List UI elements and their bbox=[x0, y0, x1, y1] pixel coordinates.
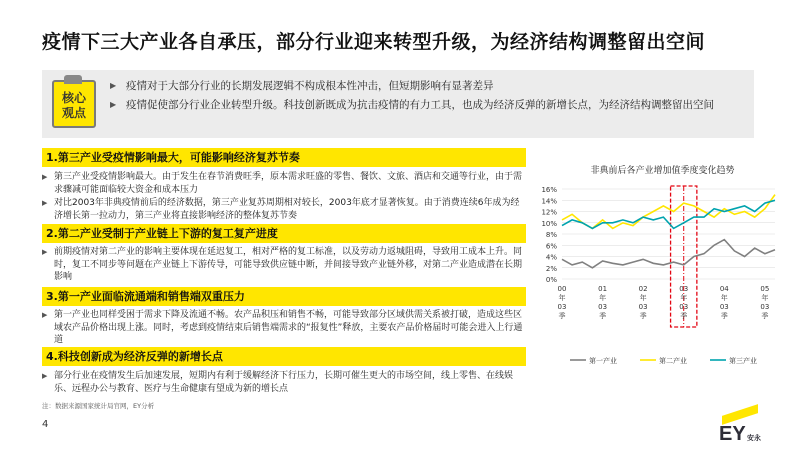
line-chart bbox=[530, 155, 795, 395]
y-tick-label: 2% bbox=[545, 264, 557, 273]
y-tick-label: 0% bbox=[545, 276, 557, 284]
triangle-bullet-icon: ▶ bbox=[110, 81, 117, 90]
x-tick-label: 03 bbox=[719, 303, 729, 311]
x-tick-label: 03 bbox=[557, 303, 567, 311]
x-tick-label: 03 bbox=[598, 303, 608, 311]
section-heading-3: 3.第一产业面临流通端和销售端双重压力 bbox=[42, 287, 526, 306]
badge-line-1: 核心 bbox=[61, 91, 86, 105]
x-tick-label: 季 bbox=[680, 312, 688, 320]
section-heading-1: 1.第三产业受疫情影响最大，可能影响经济复苏节奏 bbox=[42, 148, 526, 167]
legend-label: 第三产业 bbox=[729, 357, 757, 365]
y-tick-label: 10% bbox=[541, 219, 557, 228]
legend-label: 第一产业 bbox=[589, 357, 617, 365]
x-tick-label: 03 bbox=[679, 303, 689, 311]
triangle-bullet-icon: ▶ bbox=[42, 248, 48, 256]
x-tick-label: 02 bbox=[638, 285, 648, 293]
section-bullet: ▶ 第三产业受疫情影响最大。由于发生在春节消费旺季，原本需求旺盛的零售、餐饮、文旅、酒店和交通等行业，由于需求骤减可能面临较大资金和成本压力 bbox=[42, 172, 523, 195]
x-tick-label: 季 bbox=[558, 312, 566, 320]
clipboard-icon bbox=[52, 80, 96, 128]
x-tick-label: 03 bbox=[638, 303, 648, 311]
legend-label: 第二产业 bbox=[659, 357, 687, 365]
section-bullet: ▶ 对比2003年非典疫情前后的经济数据，第三产业复苏周期相对较长，2003年底才显著恢复。由于消费连续6年成为经济增长第一拉动力，第三产业将直接影响经济的整体复苏节奏 bbox=[42, 198, 520, 221]
page-number: 4 bbox=[42, 419, 49, 430]
section-bullet: ▶ 部分行业在疫情发生后加速发展，短期内有利于缓解经济下行压力，长期可催生更大的市场空间，线上零售、在线娱乐、远程办公与教育、医疗与生命健康有望成为新的增长点 bbox=[42, 371, 514, 394]
x-tick-label: 05 bbox=[760, 285, 770, 293]
badge-line-2: 观点 bbox=[61, 106, 86, 120]
triangle-bullet-icon: ▶ bbox=[42, 173, 48, 181]
y-tick-label: 4% bbox=[545, 253, 557, 262]
chart-panel bbox=[530, 155, 795, 395]
x-tick-label: 年 bbox=[761, 294, 769, 302]
x-tick-label: 年 bbox=[599, 294, 607, 302]
triangle-bullet-icon: ▶ bbox=[42, 372, 48, 380]
footnote: 注：数据来源国家统计局官网，EY分析 bbox=[42, 402, 155, 410]
section-body-1 bbox=[42, 171, 526, 223]
core-bullet: ▶ 疫情促使部分行业企业转型升级。科技创新既成为抗击疫情的有力工具，也成为经济反弹的新增长点，为经济结构调整留出空间 bbox=[110, 99, 714, 111]
clip-icon bbox=[64, 75, 82, 84]
triangle-bullet-icon: ▶ bbox=[42, 311, 48, 319]
page-title: 疫情下三大产业各自承压，部分行业迎来转型升级，为经济结构调整留出空间 bbox=[42, 31, 706, 53]
x-tick-label: 01 bbox=[598, 285, 608, 293]
core-viewpoint-badge bbox=[42, 70, 102, 138]
x-tick-label: 03 bbox=[760, 303, 770, 311]
x-tick-label: 季 bbox=[761, 312, 769, 320]
x-tick-label: 年 bbox=[558, 294, 566, 302]
section-body-2 bbox=[42, 246, 526, 285]
section-body-4 bbox=[42, 370, 526, 396]
section-bullet: ▶ 第一产业也同样受困于需求下降及流通不畅。农产品积压和销售不畅，可能导致部分区域供需关系被打破，造成这些区域农产品价格出现上涨。同时，考虑到疫情结束后销售端需求的“报复性”释放，主要农产品价格届时可能会进入上行通道 bbox=[42, 310, 523, 345]
x-tick-label: 年 bbox=[720, 294, 728, 302]
x-tick-label: 年 bbox=[639, 294, 647, 302]
x-tick-label: 00 bbox=[557, 285, 567, 293]
y-tick-label: 16% bbox=[541, 186, 557, 194]
core-bullets bbox=[110, 78, 744, 116]
y-tick-label: 6% bbox=[545, 242, 557, 251]
section-body-3 bbox=[42, 309, 526, 348]
y-tick-label: 8% bbox=[545, 231, 557, 239]
x-tick-label: 季 bbox=[720, 312, 728, 320]
ey-logo-text: EY bbox=[719, 423, 746, 445]
series-line bbox=[562, 240, 775, 268]
triangle-bullet-icon: ▶ bbox=[42, 199, 48, 207]
ey-logo bbox=[713, 403, 763, 447]
x-tick-label: 年 bbox=[680, 294, 688, 302]
section-bullet: ▶ 前期疫情对第二产业的影响主要体现在延迟复工，相对严格的复工标准，以及劳动力返城阻碍，导致用工成本上升。同时，复工不同步等问题在产业链上下游传导，可能导致供应链中断，并间接导致产业链外移，对第二产业造成潜在长期影响 bbox=[42, 247, 523, 282]
ey-logo-cn: 安永 bbox=[747, 434, 761, 442]
core-bullet: ▶ 疫情对于大部分行业的长期发展逻辑不构成根本性冲击，但短期影响有显著差异 bbox=[110, 80, 494, 92]
x-tick-label: 季 bbox=[599, 312, 607, 320]
section-heading-4: 4.科技创新成为经济反弹的新增长点 bbox=[42, 347, 526, 366]
series-line bbox=[562, 200, 775, 228]
y-tick-label: 12% bbox=[541, 208, 557, 217]
x-tick-label: 03 bbox=[679, 285, 689, 293]
x-tick-label: 季 bbox=[639, 312, 647, 320]
core-viewpoint-box bbox=[42, 70, 754, 138]
section-heading-2: 2.第二产业受制于产业链上下游的复工复产进度 bbox=[42, 224, 526, 243]
chart-title: 非典前后各产业增加值季度变化趋势 bbox=[590, 166, 735, 176]
x-tick-label: 04 bbox=[719, 285, 729, 293]
ey-beam-icon bbox=[722, 404, 758, 425]
triangle-bullet-icon: ▶ bbox=[110, 100, 117, 109]
y-tick-label: 14% bbox=[541, 197, 557, 206]
